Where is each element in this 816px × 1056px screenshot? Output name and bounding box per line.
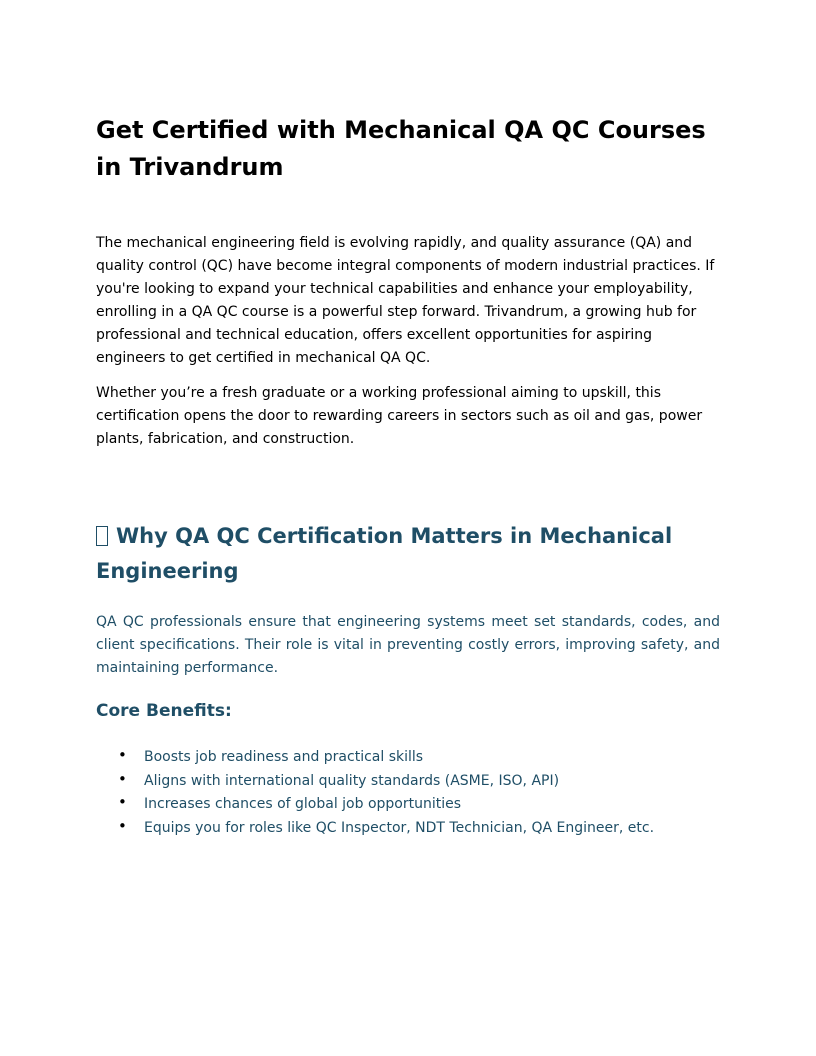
bullet-icon: • xyxy=(118,769,127,788)
list-item xyxy=(96,770,720,794)
list-item xyxy=(96,793,720,817)
bullet-icon: • xyxy=(118,816,127,835)
list-item-text: Equips you for roles like QC Inspector, NDT Technician, QA Engineer, etc. xyxy=(144,819,655,836)
list-item-text: Increases chances of global job opportunities xyxy=(144,796,462,812)
section-paragraph: QA QC professionals ensure that engineering systems meet set standards, codes, and client specifications. Their role is vital in preventing costly errors, improving safety, and maintaining performance. xyxy=(96,614,720,676)
list-item xyxy=(96,817,720,841)
core-benefits-heading: Core Benefits: xyxy=(96,701,232,721)
list-item-text: Boosts job readiness and practical skills xyxy=(144,749,424,765)
bullet-icon: • xyxy=(118,793,127,811)
section-heading-text: Why QA QC Certification Matters in Mechanical Engineering xyxy=(96,524,673,583)
benefits-list xyxy=(96,746,720,840)
intro-paragraph: The mechanical engineering field is evolving rapidly, and quality assurance (QA) and quality control (QC) have become integral components of modern industrial practices. If you're looking to expand your technical capabilities and enhance your employability, enrolling in a QA QC course is a powerful step forward. Trivandrum, a growing hub for professional and technical education, offers excellent opportunities for aspiring engineers to get certified in mechanical QA QC. xyxy=(96,235,715,366)
title-line-1: Get Certified with Mechanical QA QC Courses xyxy=(96,116,706,144)
bullet-icon: • xyxy=(118,746,127,764)
section-heading xyxy=(96,519,720,589)
list-item-text: Aligns with international quality standards (ASME, ISO, API) xyxy=(144,772,560,789)
page-title xyxy=(96,112,720,186)
list-item xyxy=(96,746,720,770)
second-paragraph: Whether you’re a fresh graduate or a working professional aiming to upskill, this certification opens the door to rewarding careers in sectors such as oil and gas, power plants, fabrication, and construction. xyxy=(96,385,703,447)
missing-glyph-icon xyxy=(96,526,108,546)
title-line-2: in Trivandrum xyxy=(96,153,284,181)
document-page xyxy=(96,112,720,840)
